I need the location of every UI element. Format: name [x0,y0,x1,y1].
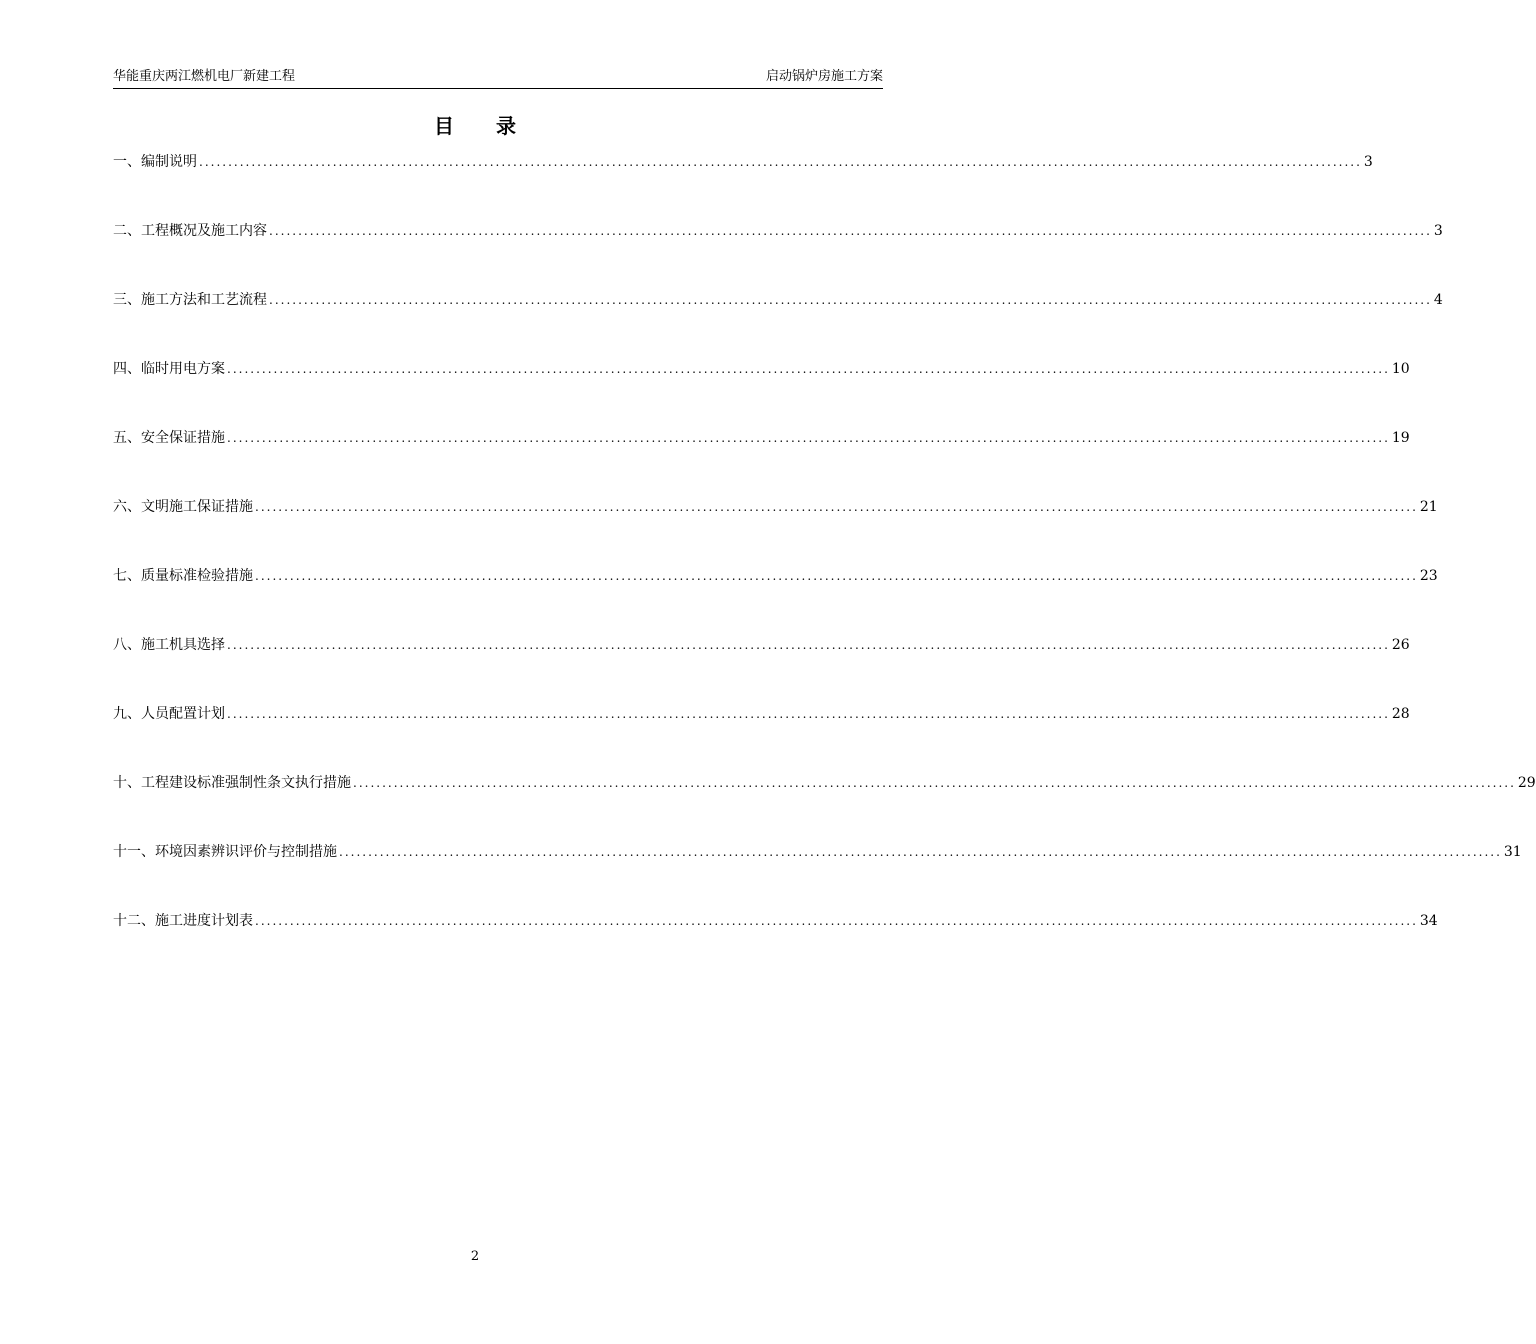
toc-entry-8[interactable] [113,631,1410,700]
toc-dot-leader: ........................................................................................................................................................................................................ [255,569,1418,583]
toc-entry-12[interactable] [113,907,1438,976]
page-header [113,66,883,89]
toc-entry-page: 31 [1503,844,1522,860]
toc-dot-leader: ........................................................................................................................................................................................................ [353,776,1516,790]
toc-entry-4[interactable] [113,355,1410,424]
toc-dot-leader: ........................................................................................................................................................................................................ [269,293,1432,307]
toc-entry-label: 十二、施工进度计划表 [113,913,253,929]
toc-dot-leader: ........................................................................................................................................................................................................ [227,431,1390,445]
toc-dot-leader: ........................................................................................................................................................................................................ [339,845,1502,859]
toc-entry-9[interactable] [113,700,1410,769]
toc-entry-label: 一、编制说明 [113,154,197,170]
toc-entry-page: 19 [1391,430,1410,446]
toc-entry-label: 六、文明施工保证措施 [113,499,253,515]
toc-entry-1[interactable] [113,148,1373,217]
page-number: 2 [470,1249,480,1264]
toc-entry-label: 三、施工方法和工艺流程 [113,292,267,308]
toc-entry-11[interactable] [113,838,1522,907]
header-document-title: 启动锅炉房施工方案 [765,69,883,84]
toc-dot-leader: ........................................................................................................................................................................................................ [227,362,1390,376]
toc-entry-label: 四、临时用电方案 [113,361,225,377]
toc-entry-page: 34 [1419,913,1438,929]
toc-entry-2[interactable] [113,217,1443,286]
toc-title: 目录 [434,114,558,138]
toc-entry-label: 九、人员配置计划 [113,706,225,722]
header-project-name: 华能重庆两江燃机电厂新建工程 [113,69,296,84]
toc-entry-6[interactable] [113,493,1438,562]
toc-dot-leader: ........................................................................................................................................................................................................ [255,500,1418,514]
toc-entry-10[interactable] [113,769,1536,838]
toc-dot-leader: ........................................................................................................................................................................................................ [227,638,1390,652]
toc-entry-page: 28 [1391,706,1410,722]
toc-entry-label: 十一、环境因素辨识评价与控制措施 [113,844,337,860]
toc-dot-leader: ........................................................................................................................................................................................................ [227,707,1390,721]
toc-entry-3[interactable] [113,286,1443,355]
toc-entry-label: 二、工程概况及施工内容 [113,223,267,239]
toc-entry-label: 五、安全保证措施 [113,430,225,446]
toc-entry-page: 26 [1391,637,1410,653]
toc-entry-label: 七、质量标准检验措施 [113,568,253,584]
toc-list [113,148,1536,976]
toc-dot-leader: ........................................................................................................................................................................................................ [269,224,1432,238]
toc-entry-page: 23 [1419,568,1438,584]
toc-entry-page: 29 [1517,775,1536,791]
toc-dot-leader: ........................................................................................................................................................................................................ [255,914,1418,928]
toc-entry-7[interactable] [113,562,1438,631]
toc-entry-page: 4 [1433,292,1443,308]
toc-entry-label: 八、施工机具选择 [113,637,225,653]
toc-entry-5[interactable] [113,424,1410,493]
toc-entry-page: 10 [1391,361,1410,377]
toc-entry-label: 十、工程建设标准强制性条文执行措施 [113,775,351,791]
toc-entry-page: 3 [1363,154,1373,170]
toc-dot-leader: ........................................................................................................................................................................................................ [199,155,1362,169]
toc-entry-page: 21 [1419,499,1438,515]
toc-entry-page: 3 [1433,223,1443,239]
